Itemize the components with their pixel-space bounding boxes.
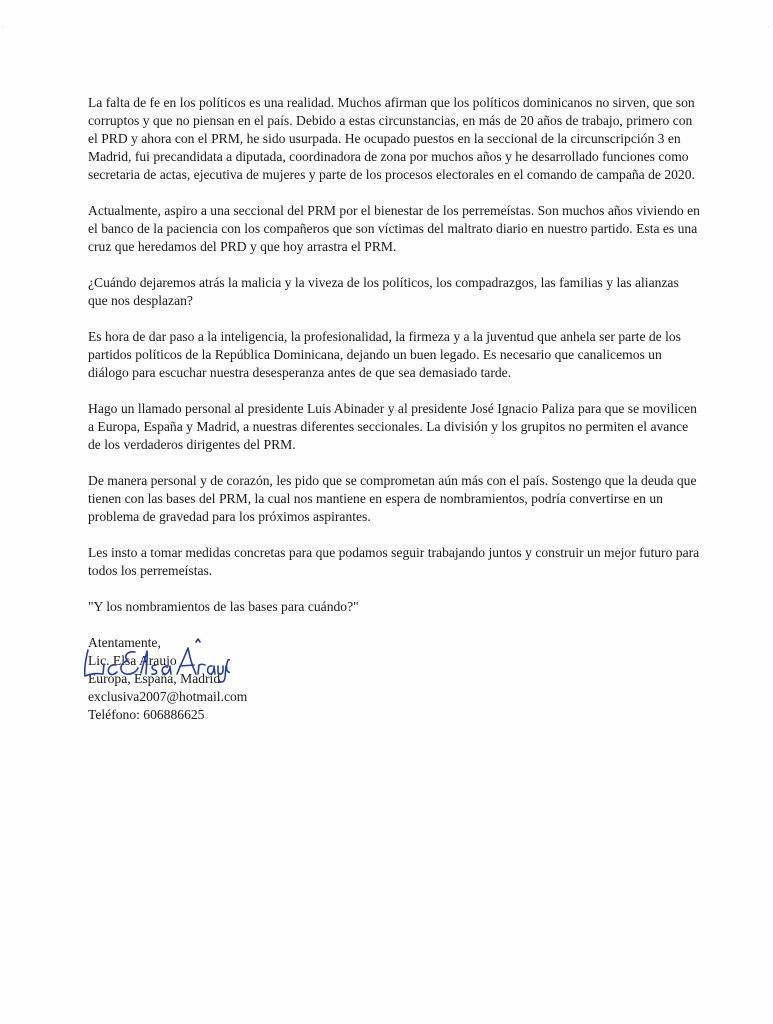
- scan-mark-left: ·: [2, 23, 5, 32]
- sender-phone: Teléfono: 606886625: [88, 707, 205, 722]
- paragraph-6: De manera personal y de corazón, les pido que se comprometan aún más con el país. Sostengo que la deuda que tienen con las bases del PRM, la cual nos mantiene en espera de nombramientos, podría convertirse en un problema de gravedad para los próximos aspirantes.: [88, 473, 697, 524]
- paragraph-5: Hago un llamado personal al presidente Luis Abinader y al presidente José Ignacio Paliza para que se movilicen a Europa, España y Madrid, a nuestras diferentes seccionales. La división y los grupitos no permiten el avance de los verdaderos dirigentes del PRM.: [88, 401, 697, 452]
- paragraph-1: La falta de fe en los políticos es una realidad. Muchos afirman que los políticos dominicanos no sirven, que son corruptos y que no piensan en el país. Debido a estas circunstancias, en más de 20 años de trabajo, primero con el PRD y ahora con el PRM, he sido usurpada. He ocupado puestos en la seccional de la circunscripción 3 en Madrid, fui precandidata a diputada, coordinadora de zona por muchos años y he desarrollado funciones como secretaria de actas, ejecutiva de mujeres y parte de los procesos electorales en el comando de campaña de 2020.: [88, 95, 695, 182]
- sender-location: Europa, España, Madrid: [88, 671, 221, 686]
- paragraph-3: ¿Cuándo dejaremos atrás la malicia y la viveza de los políticos, los compadrazgos, las familias y las alianzas que nos desplazan?: [88, 275, 679, 308]
- scan-mark-right: ·: [767, 23, 770, 32]
- paragraph-2: Actualmente, aspiro a una seccional del PRM por el bienestar de los perremeístas. Son muchos años viviendo en el banco de la paciencia con los compañeros que son víctimas del maltrato diario en nuestro partido. Esta es una cruz que heredamos del PRD y que hoy arrastra el PRM.: [88, 203, 700, 254]
- handwritten-signature: [80, 638, 230, 684]
- paragraph-7: Les insto a tomar medidas concretas para que podamos seguir trabajando juntos y construir un mejor futuro para todos los perremeístas.: [88, 545, 700, 578]
- closing-block: [88, 634, 700, 724]
- closing-question: "Y los nombramientos de las bases para cuándo?": [88, 599, 359, 614]
- paragraph-4: Es hora de dar paso a la inteligencia, la profesionalidad, la firmeza y a la juventud que anhela ser parte de los partidos políticos de la República Dominicana, dejando un buen legado. Es necesario que canalicemos un diálogo para escuchar nuestra desesperanza antes de que sea demasiado tarde.: [88, 329, 681, 380]
- closing-salutation: Atentamente,: [88, 635, 161, 650]
- sender-email: exclusiva2007@hotmail.com: [88, 689, 248, 704]
- letter-body: [88, 94, 700, 724]
- sender-name: Lic. Elsa Araujo: [88, 653, 177, 668]
